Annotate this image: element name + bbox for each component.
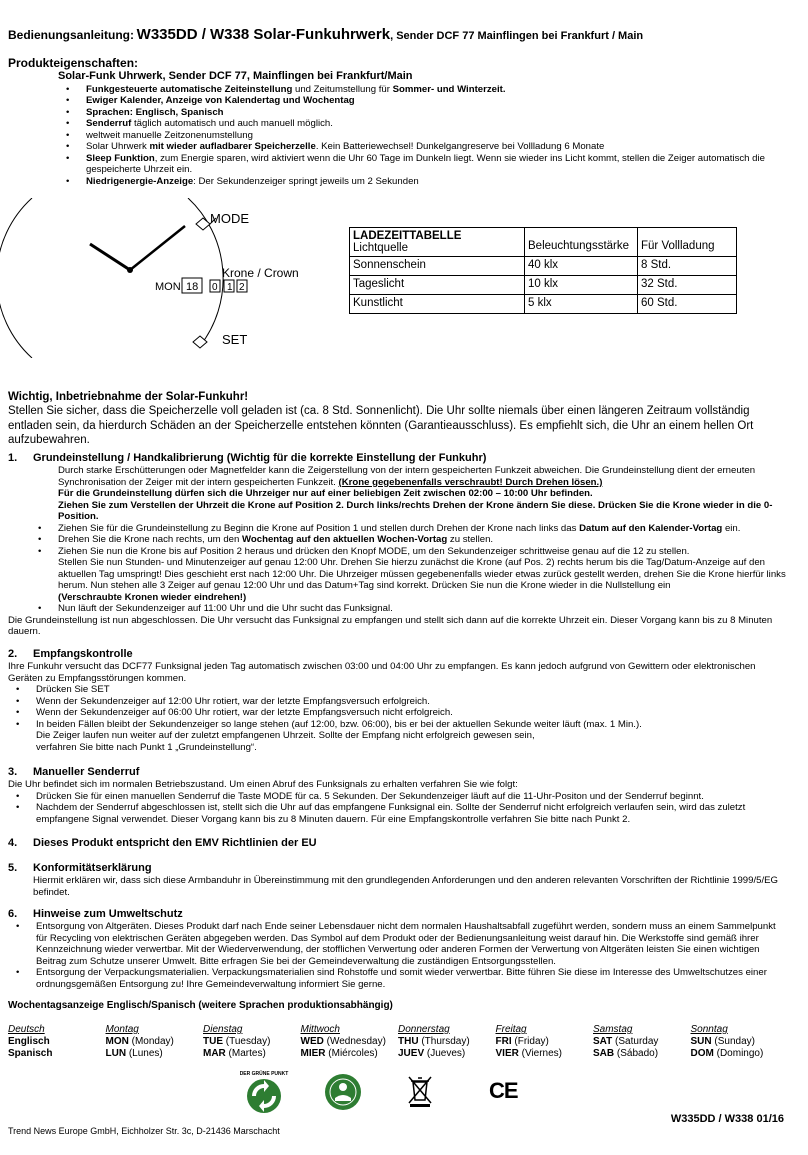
important-section [8, 390, 788, 448]
weekday-row-en: Englisch MON (Monday) TUE (Tuesday) WED (Wednesday) THU (Thursday) FRI (Friday) SAT (Saturday SUN (Sunday) [8, 1036, 755, 1047]
feature-item: • weltweit manuelle Zeitzonenumstellung [58, 130, 788, 142]
list-item: • Wenn der Sekundenzeiger auf 12:00 Uhr rotiert, war der letzte Empfangsversuch erfolgreich. [8, 696, 788, 708]
table-header-row [350, 228, 737, 257]
section-3: 3. Manueller Senderruf Die Uhr befindet sich im normalen Betriebszustand. Um einen Abruf des Funksignals zu erhalten verfahren Sie wie folgt: • Drücken Sie für einen manuellen Senderruf die Taste MODE für ca. 5 Sekunden. Der Sekundenzeiger läuft auf die 11-Uhr-Positon und der Senderruf beginnt. • Nachdem der Senderruf abgeschlossen ist, stellt sich die Uhr auf das empfangene Funksignal ein. Sollte der Senderruf nicht erfolgreich verlaufen sein, wird das zuletzt empfangene Signal verwendet. Dieser Vorgang kann bis zu 8 Minuten dauern. Für eine Empfangskontrolle verfahren Sie bitte nach Punkt 2. [8, 766, 788, 825]
feature-item: • Sleep Funktion, zum Energie sparen, wird aktiviert wenn die Uhr 60 Tage im Dunkeln liegt. Wenn sie wieder ins Licht kommt, stellen die Zeiger automatisch die gespeicherte Uhrzeit ein. [58, 153, 788, 176]
section-6-list [8, 921, 788, 990]
important-heading: Wichtig, Inbetriebnahme der Solar-Funkuhr! [8, 391, 249, 403]
list-item: • Nun läuft der Sekundenzeiger auf 11:00 Uhr und die Uhr sucht das Funksignal. [30, 603, 788, 615]
crown-pos-2: 2 [239, 282, 245, 293]
minute-hand [130, 226, 185, 270]
feature-item: • Ewiger Kalender, Anzeige von Kalendertag und Wochentag [58, 95, 788, 107]
crown-pos-1: 1 [227, 282, 233, 293]
recycling-seal-icon [323, 1072, 363, 1112]
section-1-steps [8, 523, 788, 615]
section-1-end: Die Grundeinstellung ist nun abgeschlossen. Die Uhr versucht das Funksignal zu empfangen und stellt sich dann auf die korrekte Uhrzeit ein. Dieser Vorgang kann bis zu 8 Minuten dauern. [8, 614, 773, 638]
section-1: 1. Grundeinstellung / Handkalibrierung (Wichtig für die korrekte Einstellung der Funkuhr) Durch starke Erschütterungen oder Magnetfelder kann die Zeigerstellung von der intern gespeicherten Funkzeit abweichen. Die Grundeinstellung dient der erneuten Synchronisation der Zeiger mit der intern gespeicherten Funkzeit. (Krone gegebenenfalls verschraubt! Durch Drehen lösen.) Für die Grundeinstellung dürfen sich die Uhrzeiger nur auf einer beliebigen Zeit zwischen 02:00 – 10:00 Uhr befinden. Ziehen Sie zum Verstellen der Uhrzeit die Krone auf Position 2. Durch links/rechts Drehen der Krone ändern Sie diese. Drücken Sie die Krone wieder in die 0-Position. • Ziehen Sie für die Grundeinstellung zu Beginn die Krone auf Position 1 und stellen durch Drehen der Krone nach links das Datum auf den Kalender-Vortag ein. • Drehen Sie die Krone nach rechts, um den Wochentag auf den aktuellen Wochen-Vortag zu stellen. • Ziehen Sie nun die Krone bis auf Position 2 heraus und drücken den Knopf MODE, um den Sekundenzeiger schrittweise genau auf die 12 zu stellen. Stellen Sie nun Stunden- und Minutenzeiger auf genau 12:00 Uhr. Drehen Sie hierzu zunächst die Krone (auf Pos. 2) rechts herum bis die Tag/Datum-Anzeige auf den aktuellen Tag umspringt! Dies geschieht erst nach 12:00 Uhr. Die Uhrzeiger müssen gegebenenfalls wieder etwas zurück gestellt werden, drehen Sie die Krone hierfür links herum. Nun stehen alle 3 Zeiger auf genau 12:00 Uhr und das Datum+Tag sind korrekt. Drücken Sie nun die Krone wieder in die Nullstellung ein (Verschraubte Kronen wieder eindrehen!) • Nun läuft der Sekundenzeiger auf 11:00 Uhr und die Uhr sucht das Funksignal. Die Grundeinstellung ist nun abgeschlossen. Die Uhr versucht das Funksignal zu empfangen und stellt sich dann auf die korrekte Uhrzeit ein. Dieser Vorgang kann bis zu 8 Minuten dauern. [8, 452, 788, 638]
list-item: • Drücken Sie für einen manuellen Senderruf die Taste MODE für ca. 5 Sekunden. Der Sekundenzeiger läuft auf die 11-Uhr-Positon und der Senderruf beginnt. [8, 791, 788, 803]
mode-button-icon [196, 218, 210, 230]
list-item: • Ziehen Sie nun die Krone bis auf Position 2 heraus und drücken den Knopf MODE, um den Sekundenzeiger schrittweise genau auf die 12 zu stellen. Stellen Sie nun Stunden- und Minutenzeiger auf genau 12:00 Uhr. Drehen Sie hierzu zunächst die Krone (auf Pos. 2) rechts herum bis die Tag/Datum-Anzeige auf den aktuellen Tag umspringt! Dies geschieht erst nach 12:00 Uhr. Die Uhrzeiger müssen gegebenenfalls wieder etwas zurück gestellt werden, drehen Sie die Krone hierfür links herum. Nun stehen alle 3 Zeiger auf genau 12:00 Uhr und das Datum+Tag sind korrekt. Drücken Sie nun die Krone wieder in die Nullstellung ein (Verschraubte Kronen wieder eindrehen!) [30, 546, 788, 604]
section-3-intro: Die Uhr befindet sich im normalen Betriebszustand. Um einen Abruf des Funksignals zu erhalten verfahren Sie wie folgt: [8, 779, 518, 791]
set-button-icon [193, 336, 207, 348]
gruener-punkt-icon [238, 1066, 290, 1118]
section-2: 2. Empfangskontrolle Ihre Funkuhr versucht das DCF77 Funksignal jeden Tag automatisch zwischen 03:00 und 04:00 Uhr zu empfangen. Es kann jedoch aufgrund von Gewittern oder elektronischen Geräten zu Empfangsstörungen kommen. • Drücken Sie SET • Wenn der Sekundenzeiger auf 12:00 Uhr rotiert, war der letzte Empfangsversuch erfolgreich. • Wenn der Sekundenzeiger auf 06:00 Uhr rotiert, war der letzte Empfangsversuch nicht erfolgreich. • In beiden Fällen bleibt der Sekundenzeiger so lange stehen (auf 12:00, bzw. 06:00), bis er bei der aktuellen Sekunde weiter läuft (max. 1 Min.). Die Zeiger laufen nun weiter auf der zuletzt empfangenen Uhrzeit. Sollte der Empfang nicht erfolgreich gewesen sein, verfahren Sie bitte nach Punkt 1 „Grundeinstellung“. [8, 648, 788, 753]
table-header-cell: LADEZEITTABELLE Lichtquelle [350, 228, 525, 257]
ce-mark-icon: CE [489, 1078, 518, 1103]
list-item: • Ziehen Sie für die Grundeinstellung zu Beginn die Krone auf Position 1 und stellen durch Drehen der Krone nach links das Datum auf den Kalender-Vortag ein. [30, 523, 788, 535]
feature-item: • Niedrigenergie-Anzeige: Der Sekundenzeiger springt jeweils um 2 Sekunden [58, 176, 788, 188]
weekday-heading: Wochentagsanzeige Englisch/Spanisch (weitere Sprachen produktionsabhängig) [8, 1000, 393, 1011]
mode-label: MODE [210, 211, 249, 226]
feature-item: • Senderruf täglich automatisch und auch manuell möglich. [58, 118, 788, 130]
svg-text:DER GRÜNE PUNKT: DER GRÜNE PUNKT [239, 1071, 289, 1077]
title-prefix: Bedienungsanleitung: [8, 28, 134, 42]
section-2-steps [8, 684, 788, 753]
footer-doc-code: W335DD / W338 01/16 [670, 1113, 784, 1125]
important-text: Stellen Sie sicher, dass die Speicherzelle voll geladen ist (ca. 8 Std. Sonnenlicht). Die Uhr sollte niemals über einen längeren Zeitraum vollständig entladen sein, da hierdurch Schäden an der Speicherzelle entstehen könnten (Garantieausschluss). Es empfiehlt sich, die Uhr an einem hellen Ort aufzubewahren. [8, 405, 754, 447]
day-window: MON [155, 281, 181, 293]
table-header-cell: Beleuchtungsstärke [525, 228, 638, 257]
section-3-steps [8, 791, 788, 826]
features-section [8, 56, 788, 187]
table-row: Tageslicht 10 klx 32 Std. [350, 276, 737, 295]
list-item: • Drücken Sie SET [8, 684, 788, 696]
list-item: • Entsorgung von Altgeräten. Dieses Produkt darf nach Ende seiner Lebensdauer nicht dem normalen Haushaltsabfall zugeführt werden, sondern muss an einem Sammelpunkt für Recycling von elektrischen Geräten abgegeben werden. Das Symbol auf dem Produkt oder der Bedienungsanleitung weist darauf hin. Die Werkstoffe sind gemäß ihrer Kennzeichnung wieder verwertbar. Mit der Wiederverwendung, der stofflichen Verwertung oder anderen Formen der Verwertung von Altgeräten leisten Sie einen wichtigen Beitrag zum Schutze unserer Umwelt. Bitte erfragen Sie bei der Gemeindeverwaltung die zuständigen Entsorgungsstellen. [8, 921, 788, 967]
list-item: • Wenn der Sekundenzeiger auf 06:00 Uhr rotiert, war der letzte Empfangsversuch nicht erfolgreich. [8, 707, 788, 719]
watch-diagram [0, 198, 320, 358]
section-5: 5. Konformitätserklärung Hiermit erklären wir, dass sich diese Armbanduhr in Übereinstimmung mit den grundlegenden Anforderungen und den anderen relevanten Vorschriften der Richtlinie 1999/5/EG befindet. [8, 862, 788, 898]
table-row: Kunstlicht 5 klx 60 Std. [350, 295, 737, 314]
weekday-table [8, 1024, 788, 1060]
features-subheading: Solar-Funk Uhrwerk, Sender DCF 77, Mainflingen bei Frankfurt/Main [58, 70, 413, 83]
crown-label: Krone / Crown [222, 266, 299, 280]
date-window: 18 [186, 281, 199, 293]
table-header-cell: Für Vollladung [638, 228, 737, 257]
list-item: • Drehen Sie die Krone nach rechts, um den Wochentag auf den aktuellen Wochen-Vortag zu stellen. [30, 534, 788, 546]
section-6-heading: Hinweise zum Umweltschutz [33, 908, 183, 920]
document-title [8, 26, 643, 44]
section-1-heading: Grundeinstellung / Handkalibrierung (Wichtig für die korrekte Einstellung der Funkuhr) [33, 452, 487, 464]
list-item: • Nachdem der Senderruf abgeschlossen ist, stellt sich die Uhr auf das empfangene Funksignal ein. Sollte der Senderruf nicht erfolgreich verlaufen sein, wird das zuletzt empfangene Signal verwendet. Dieser Vorgang kann bis zu 8 Minuten dauern. Für eine Empfangskontrolle verfahren Sie bitte nach Punkt 2. [8, 802, 788, 825]
section-3-heading: Manueller Senderruf [33, 766, 140, 778]
section-6: 6. Hinweise zum Umweltschutz • Entsorgung von Altgeräten. Dieses Produkt darf nach Ende seiner Lebensdauer nicht dem normalen Haushaltsabfall zugeführt werden, sondern muss an einem Sammelpunkt für Recycling von elektrischen Geräten abgegeben werden. Das Symbol auf dem Produkt oder der Bedienungsanleitung weist darauf hin. Die Werkstoffe sind gemäß ihrer Kennzeichnung wieder verwertbar. Mit der Wiederverwendung, der stofflichen Verwertung oder anderen Formen der Verwertung von Altgeräten leisten Sie einen wichtigen Beitrag zum Schutze unserer Umwelt. Bitte erfragen Sie bei der Gemeindeverwaltung die zuständigen Entsorgungsstellen. • Entsorgung der Verpackungsmaterialien. Verpackungsmaterialien sind Rohstoffe und somit wieder verwertbar. Bitte führen Sie diese im Interesse des Umweltschutzes einer ordnungsgemäßen Entsorgung zu! Ihre Gemeindeverwaltung informiert Sie gerne. [8, 908, 788, 990]
section-5-text: Hiermit erklären wir, dass sich diese Armbanduhr in Übereinstimmung mit den grundlegenden Anforderungen und den anderen relevanten Vorschriften der Richtlinie 1999/5/EG befindet. [33, 875, 779, 898]
set-label: SET [222, 332, 248, 347]
charging-time-table [349, 227, 737, 314]
features-list [8, 84, 788, 188]
weekday-row-de: Deutsch Montag Dienstag Mittwoch Donnerstag Freitag Samstag Sonntag [8, 1024, 728, 1035]
features-heading: Produkteigenschaften: [8, 56, 139, 70]
weekday-row-es: Spanisch LUN (Lunes) MAR (Martes) MIER (Miércoles) JUEV (Jueves) VIER (Viernes) SAB (Sábado) DOM (Domingo) [8, 1048, 764, 1059]
section-4: 4. Dieses Produkt entspricht den EMV Richtlinien der EU [8, 837, 317, 849]
section-4-heading: Dieses Produkt entspricht den EMV Richtlinien der EU [33, 837, 317, 849]
list-item: • In beiden Fällen bleibt der Sekundenzeiger so lange stehen (auf 12:00, bzw. 06:00), bis er bei der aktuellen Sekunde weiter läuft (max. 1 Min.). Die Zeiger laufen nun weiter auf der zuletzt empfangenen Uhrzeit. Sollte der Empfang nicht erfolgreich gewesen sein, verfahren Sie bitte nach Punkt 1 „Grundeinstellung“. [8, 719, 788, 754]
crown-pos-0: 0 [212, 282, 218, 293]
section-2-intro: Ihre Funkuhr versucht das DCF77 Funksignal jeden Tag automatisch zwischen 03:00 und 04:00 Uhr zu empfangen. Es kann jedoch aufgrund von Gewittern oder elektronischen Geräten zu Empfangsstörungen kommen. [8, 661, 756, 684]
section-1-intro: Durch starke Erschütterungen oder Magnetfelder kann die Zeigerstellung von der intern gespeicherten Funkzeit abweichen. Die Grundeinstellung dient der erneuten Synchronisation der Zeiger mit der intern gespeicherten Funkzeit. (Krone gegebenenfalls verschraubt! Durch Drehen lösen.) Für die Grundeinstellung dürfen sich die Uhrzeiger nur auf einer beliebigen Zeit zwischen 02:00 – 10:00 Uhr befinden. Ziehen Sie zum Verstellen der Uhrzeit die Krone auf Position 2. Durch links/rechts Drehen der Krone ändern Sie diese. Drücken Sie die Krone wieder in die 0-Position. [58, 465, 773, 523]
hour-hand [90, 244, 130, 270]
title-model: W335DD / W338 Solar-Funkuhrwerk [136, 26, 391, 43]
hand-pivot [127, 267, 133, 273]
list-item: • Entsorgung der Verpackungsmaterialien. Verpackungsmaterialien sind Rohstoffe und somit wieder verwertbar. Bitte führen Sie diese im Interesse des Umweltschutzes einer ordnungsgemäßen Entsorgung zu! Ihre Gemeindeverwaltung informiert Sie gerne. [8, 967, 788, 990]
footer-company: Trend News Europe GmbH, Eichholzer Str. 3c, D-21436 Marschacht [8, 1126, 280, 1136]
table-row: Sonnenschein 40 klx 8 Std. [350, 257, 737, 276]
feature-item: • Funkgesteuerte automatische Zeiteinstellung und Zeitumstellung für Sommer- und Winterzeit. [58, 84, 788, 96]
title-suffix: , Sender DCF 77 Mainflingen bei Frankfurt / Main [390, 30, 644, 42]
section-2-heading: Empfangskontrolle [33, 648, 133, 660]
feature-item: • Solar Uhrwerk mit wieder aufladbarer Speicherzelle. Kein Batteriewechsel! Dunkelgangreserve bei Vollladung 6 Monate [58, 141, 788, 153]
section-5-heading: Konformitätserklärung [33, 862, 152, 874]
feature-item: • Sprachen: Englisch, Spanisch [58, 107, 788, 119]
watch-case-left-arc [0, 198, 32, 358]
weee-bin-icon [404, 1074, 436, 1108]
